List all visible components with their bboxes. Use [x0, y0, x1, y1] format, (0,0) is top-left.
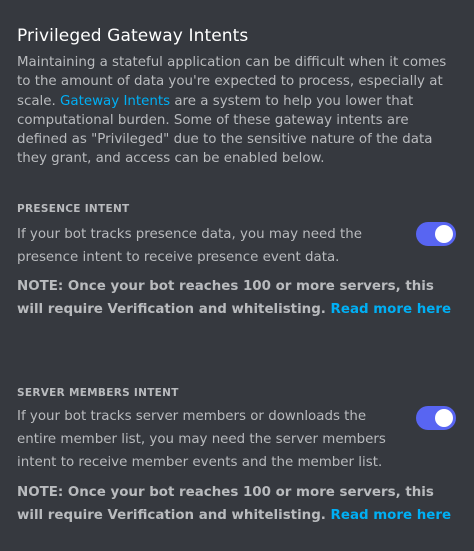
page-title: Privileged Gateway Intents: [17, 26, 249, 46]
server-members-intent-toggle[interactable]: [416, 406, 456, 430]
server-members-intent-label: SERVER MEMBERS INTENT: [17, 387, 179, 399]
presence-note-text: NOTE: Once your bot reaches 100 or more servers, this will require Verification and whitelisting.: [17, 279, 434, 317]
presence-intent-toggle[interactable]: [416, 222, 456, 246]
members-read-more-link[interactable]: Read more here: [330, 508, 452, 523]
intro-text: [17, 53, 462, 169]
gateway-intents-link[interactable]: Gateway Intents: [60, 93, 171, 109]
toggle-knob: [435, 225, 453, 243]
members-note-text: NOTE: Once your bot reaches 100 or more servers, this will require Verification and whitelisting.: [17, 485, 434, 523]
server-members-intent-note: [17, 481, 457, 527]
intro-text-end: are a system to help you lower that computational burden. Some of these gateway intents are defined as "Privileged" due to the sensitive nature of the data they grant, and access can be enabled below.: [17, 93, 433, 167]
presence-intent-note: [17, 275, 457, 321]
server-members-intent-description: If your bot tracks server members or downloads the entire member list, you may need the server members intent to receive member events and the member list.: [17, 409, 386, 470]
intro-text-start: Maintaining a stateful application can be difficult when it comes to the amount of data you're expected to process, especially at scale.: [17, 55, 447, 109]
presence-intent-description: If your bot tracks presence data, you may need the presence intent to receive presence event data.: [17, 227, 362, 265]
presence-intent-label: PRESENCE INTENT: [17, 203, 130, 215]
presence-read-more-link[interactable]: Read more here: [330, 302, 452, 317]
toggle-knob: [435, 409, 453, 427]
